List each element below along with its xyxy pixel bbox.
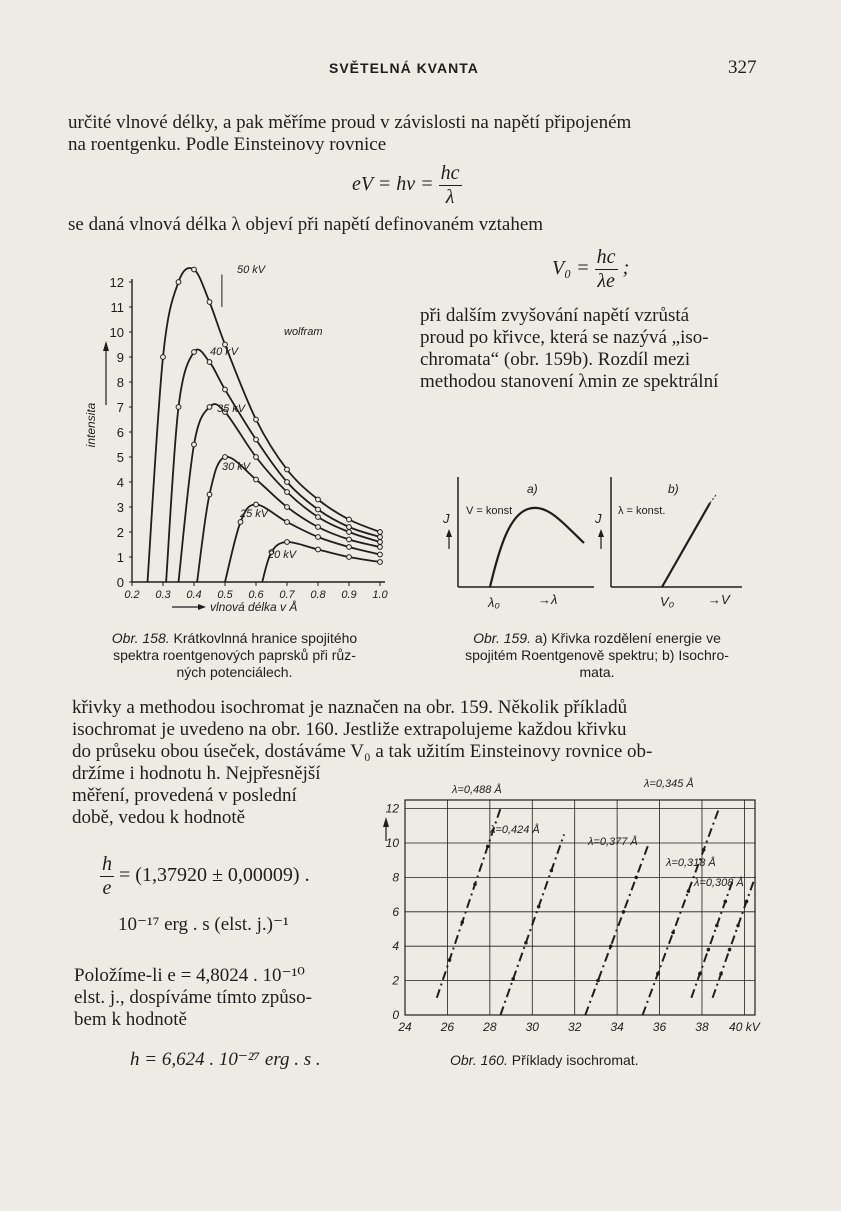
figure-158	[60, 255, 405, 630]
y-tick-label: 11	[110, 300, 124, 315]
data-point	[378, 545, 383, 550]
threshold-equation-lhs: V₀ =	[552, 257, 590, 280]
data-point	[378, 530, 383, 535]
figure-160-grid	[405, 800, 755, 1015]
y-tick-label: 8	[116, 375, 124, 390]
data-point	[378, 535, 383, 540]
curve-label-35kv: 35 kV	[217, 403, 246, 415]
isochromat-point	[486, 845, 490, 849]
threshold-equation-tail: ;	[622, 257, 630, 280]
right-text-line-4: methodou stanovení λmin ze spektrální	[420, 371, 719, 392]
figure-158-y-axis-label	[84, 402, 98, 447]
figure-160-y-arrow	[383, 817, 389, 827]
isochromat-point	[622, 910, 626, 914]
figure-158-caption-prefix: Obr. 158.	[111, 630, 170, 646]
x-tick-label: 26	[440, 1020, 455, 1034]
y-tick-label: 2	[392, 973, 399, 988]
y-tick-label: 0	[116, 575, 124, 590]
figure-158-x-arrow	[198, 604, 206, 610]
curve-label-50kv: 50 kV	[237, 264, 266, 276]
data-point	[285, 505, 290, 510]
figure-160-x-ticks	[397, 1020, 760, 1034]
figure-159-caption-line-2: spojitém Roentgenově spektru; b) Isochro-	[465, 647, 729, 663]
figure-159b-x-label: V₀	[660, 594, 675, 609]
figure-159	[428, 465, 758, 620]
y-tick-label: 10	[109, 325, 124, 340]
data-point	[285, 540, 290, 545]
figure-160-caption-prefix: Obr. 160.	[450, 1052, 508, 1068]
curve-label-40kv: 40 kV	[210, 346, 239, 358]
isochromat-point	[511, 977, 515, 981]
x-tick-label: 38	[695, 1020, 709, 1034]
data-point	[207, 360, 212, 365]
data-point	[347, 517, 352, 522]
h-over-e-equation	[100, 853, 310, 900]
y-tick-label: 12	[385, 801, 399, 816]
x-tick-label: 0.4	[186, 589, 202, 601]
isochromat-point	[702, 848, 706, 852]
isochromat-line	[691, 877, 733, 997]
isochromat-point	[537, 905, 541, 909]
data-point	[347, 555, 352, 560]
x-tick-label: 24	[398, 1020, 412, 1034]
isochromat-point	[698, 972, 702, 976]
isochromat-point	[724, 900, 728, 904]
data-point	[254, 477, 259, 482]
isochromat-point	[634, 876, 638, 880]
einstein-fraction	[439, 162, 462, 209]
threshold-equation	[552, 246, 629, 293]
einstein-numerator: hc	[440, 162, 460, 184]
figure-158-caption-line-2: spektra roentgenových paprsků při růz-	[113, 647, 356, 663]
spectrum-curve-50kv	[148, 268, 381, 582]
y-tick-label: 12	[109, 275, 124, 290]
data-point	[254, 455, 259, 460]
isochromat-point	[460, 920, 464, 924]
figure-160	[370, 775, 770, 1050]
threshold-denominator: λe	[597, 270, 615, 292]
figure-159-caption	[422, 630, 772, 681]
paragraph-3-line-2: isochromat je uvedeno na obr. 160. Jestliže extrapolujeme každou křivku	[72, 719, 627, 740]
figure-158-x-label: vlnová délka v Å	[210, 600, 298, 614]
y-tick-label: 2	[116, 525, 124, 540]
data-point	[254, 437, 259, 442]
data-point	[285, 490, 290, 495]
data-point	[254, 417, 259, 422]
x-tick-label: 0.3	[155, 589, 171, 601]
isochromat-point	[715, 924, 719, 928]
data-point	[347, 525, 352, 530]
paragraph-3-line-4: držíme i hodnotu h. Nejpřesnější	[72, 763, 321, 784]
figure-158-y-ticks	[110, 275, 132, 590]
isochromat-point	[687, 889, 691, 893]
data-point	[207, 300, 212, 305]
data-point	[176, 280, 181, 285]
figure-159a-y-label: J	[443, 511, 450, 526]
data-point	[347, 530, 352, 535]
data-point	[347, 537, 352, 542]
x-tick-label: 36	[652, 1020, 667, 1034]
isochromat-line	[437, 809, 501, 998]
paragraph-3-line-3: do průseku obou úseček, dostáváme V₀ a tak užitím Einsteinovy rovnice ob-	[72, 741, 653, 762]
isochromat-point	[671, 931, 675, 935]
x-tick-label: 32	[568, 1020, 582, 1034]
isochromat-point	[707, 948, 711, 952]
running-header: SVĚTELNÁ KVANTA	[329, 60, 479, 76]
paragraph-4-line-1: Položíme-li e = 4,8024 . 10⁻¹⁰	[74, 965, 305, 986]
x-tick-label: 40 kV	[729, 1020, 760, 1034]
figure-158-y-arrow	[103, 341, 109, 351]
isochromat-point	[473, 882, 477, 886]
isochromat-label-0308: λ=0,308 Å	[694, 877, 744, 889]
data-point	[316, 515, 321, 520]
y-tick-label: 1	[116, 550, 124, 565]
paragraph-1-line-2: na roentgenku. Podle Einsteinovy rovnice	[68, 134, 387, 155]
x-tick-label: 0.9	[341, 589, 357, 601]
isochromat-label-0424: λ=0,424 Å	[490, 824, 540, 836]
paragraph-3-line-6: době, vedou k hodnotě	[72, 807, 246, 828]
figure-160-y-ticks	[386, 802, 400, 1022]
data-point	[176, 405, 181, 410]
data-point	[161, 355, 166, 360]
h-over-e-units: 10⁻¹⁷ erg . s (elst. j.)⁻¹	[118, 914, 289, 935]
tungsten-label: wolfram	[284, 326, 323, 338]
data-point	[378, 560, 383, 565]
threshold-numerator: hc	[596, 246, 616, 268]
x-tick-label: 34	[610, 1020, 624, 1034]
isochromat-point	[524, 941, 528, 945]
isochromat-point	[728, 948, 732, 952]
einstein-denominator: λ	[445, 186, 455, 208]
figure-159a	[442, 477, 594, 610]
isochromat-point	[448, 958, 452, 962]
figure-158-caption	[62, 630, 407, 681]
figure-158-caption-line-3: ných potenciálech.	[176, 664, 293, 680]
y-tick-label: 7	[116, 400, 124, 415]
h-over-e-value: = (1,37920 ± 0,00009) .	[119, 864, 310, 887]
data-point	[192, 442, 197, 447]
y-tick-label: 6	[392, 904, 399, 919]
data-point	[285, 520, 290, 525]
data-point	[316, 535, 321, 540]
page-number: 327	[728, 57, 757, 78]
curve-label-20kv: 20 kV	[268, 549, 297, 561]
data-point	[316, 497, 321, 502]
data-point	[223, 387, 228, 392]
data-point	[223, 455, 228, 460]
figure-159b-y-arrow	[598, 529, 604, 537]
data-point	[316, 525, 321, 530]
figure-159-caption-line-3: mata.	[579, 664, 615, 680]
isochromat-point	[745, 900, 749, 904]
isochromat-point	[736, 924, 740, 928]
paragraph-3-line-1: křivky a methodou isochromat je naznačen na obr. 159. Několik příkladů	[72, 697, 628, 718]
x-tick-label: 0.6	[248, 589, 264, 601]
h-over-e-fraction	[100, 853, 114, 900]
y-tick-label: 4	[392, 939, 399, 954]
spectrum-curve-20kv	[262, 542, 380, 582]
isochromat-point	[550, 869, 554, 873]
y-tick-label: 6	[116, 425, 124, 440]
threshold-fraction	[595, 246, 618, 293]
figure-159a-label: a)	[527, 482, 538, 496]
figure-159b-y-label: J	[595, 511, 602, 526]
figure-158-curves	[148, 267, 383, 582]
curve-label-25kv: 25 kV	[240, 508, 269, 520]
y-tick-label: 8	[392, 870, 399, 885]
figure-159b-x-arrow: →V	[708, 592, 730, 607]
data-point	[347, 545, 352, 550]
isochromat-point	[596, 979, 600, 983]
data-point	[316, 507, 321, 512]
data-point	[378, 540, 383, 545]
figure-159a-x-label: λ₀	[488, 595, 500, 610]
right-text-line-2: proud po křivce, která se nazývá „iso-	[420, 327, 709, 348]
figure-159a-y-arrow	[446, 529, 452, 537]
figure-160-caption	[450, 1052, 639, 1069]
isochromat-point	[609, 944, 613, 948]
data-point	[238, 520, 243, 525]
data-point	[207, 492, 212, 497]
right-text-line-3: chromata“ (obr. 159b). Rozdíl mezi	[420, 349, 691, 370]
figure-159b-label: b)	[668, 482, 679, 496]
figure-158-x-ticks	[124, 582, 388, 601]
spectrum-curve-30kv	[197, 457, 380, 582]
isochromat-point	[656, 972, 660, 976]
einstein-equation-lhs: eV = hν =	[352, 173, 434, 196]
paragraph-4-line-3: bem k hodnotě	[74, 1009, 187, 1030]
paragraph-1-line-1: určité vlnové délky, a pak měříme proud v závislosti na napětí připojeném	[68, 112, 632, 133]
y-tick-label: 3	[116, 500, 124, 515]
figure-160-caption-text: Příklady isochromat.	[511, 1052, 639, 1068]
figure-158-y-label: intensita	[84, 402, 98, 448]
x-tick-label: 1.0	[372, 589, 388, 601]
y-tick-label: 10	[385, 836, 399, 850]
y-tick-label: 5	[116, 450, 124, 465]
data-point	[207, 405, 212, 410]
isochromat-label-0488: λ=0,488 Å	[452, 784, 502, 796]
data-point	[192, 350, 197, 355]
x-tick-label: 0.7	[279, 589, 295, 601]
isochromat-label-0345: λ=0,345 Å	[644, 778, 694, 790]
data-point	[254, 502, 259, 507]
y-tick-label: 4	[116, 475, 124, 490]
figure-158-caption-line-1: Krátkovlnná hranice spojitého	[173, 630, 358, 646]
data-point	[285, 480, 290, 485]
energy-distribution-curve	[490, 508, 584, 587]
isochromat-line	[713, 877, 755, 997]
figure-159-caption-prefix: Obr. 159.	[473, 630, 531, 646]
paragraph-4-line-2: elst. j., dospíváme tímto způso-	[74, 987, 313, 1008]
einstein-equation	[352, 162, 462, 209]
paragraph-2-line-1: se daná vlnová délka λ objeví při napětí definovaném vztahem	[68, 214, 544, 235]
data-point	[192, 267, 197, 272]
x-tick-label: 28	[483, 1020, 497, 1034]
data-point	[316, 547, 321, 552]
y-tick-label: 0	[392, 1008, 399, 1022]
x-tick-label: 30	[525, 1020, 539, 1034]
figure-159-caption-line-1: a) Křivka rozdělení energie ve	[534, 630, 721, 646]
data-point	[378, 552, 383, 557]
h-over-e-numerator: h	[102, 853, 112, 875]
h-over-e-denominator: e	[102, 877, 112, 899]
x-tick-label: 0.8	[310, 589, 326, 601]
data-point	[285, 467, 290, 472]
figure-159b-condition: λ = konst.	[618, 505, 666, 517]
figure-159a-condition: V = konst	[466, 505, 513, 517]
x-tick-label: 0.5	[217, 589, 233, 601]
isochromat-label-0318: λ=0,318 Å	[666, 857, 716, 869]
isochromat-line	[662, 503, 710, 587]
isochromat-point	[719, 972, 723, 976]
curve-label-30kv: 30 kV	[222, 461, 251, 473]
planck-constant-equation: h = 6,624 . 10⁻²⁷ erg . s .	[130, 1049, 321, 1070]
figure-159a-x-arrow: →λ	[538, 592, 558, 607]
x-tick-label: 0.2	[124, 589, 140, 601]
isochromat-label-0377: λ=0,377 Å	[588, 836, 638, 848]
right-text-line-1: při dalším zvyšování napětí vzrůstá	[420, 305, 690, 326]
figure-159b	[594, 477, 742, 609]
paragraph-3-line-5: měření, provedená v poslední	[72, 785, 297, 806]
y-tick-label: 9	[116, 350, 124, 365]
